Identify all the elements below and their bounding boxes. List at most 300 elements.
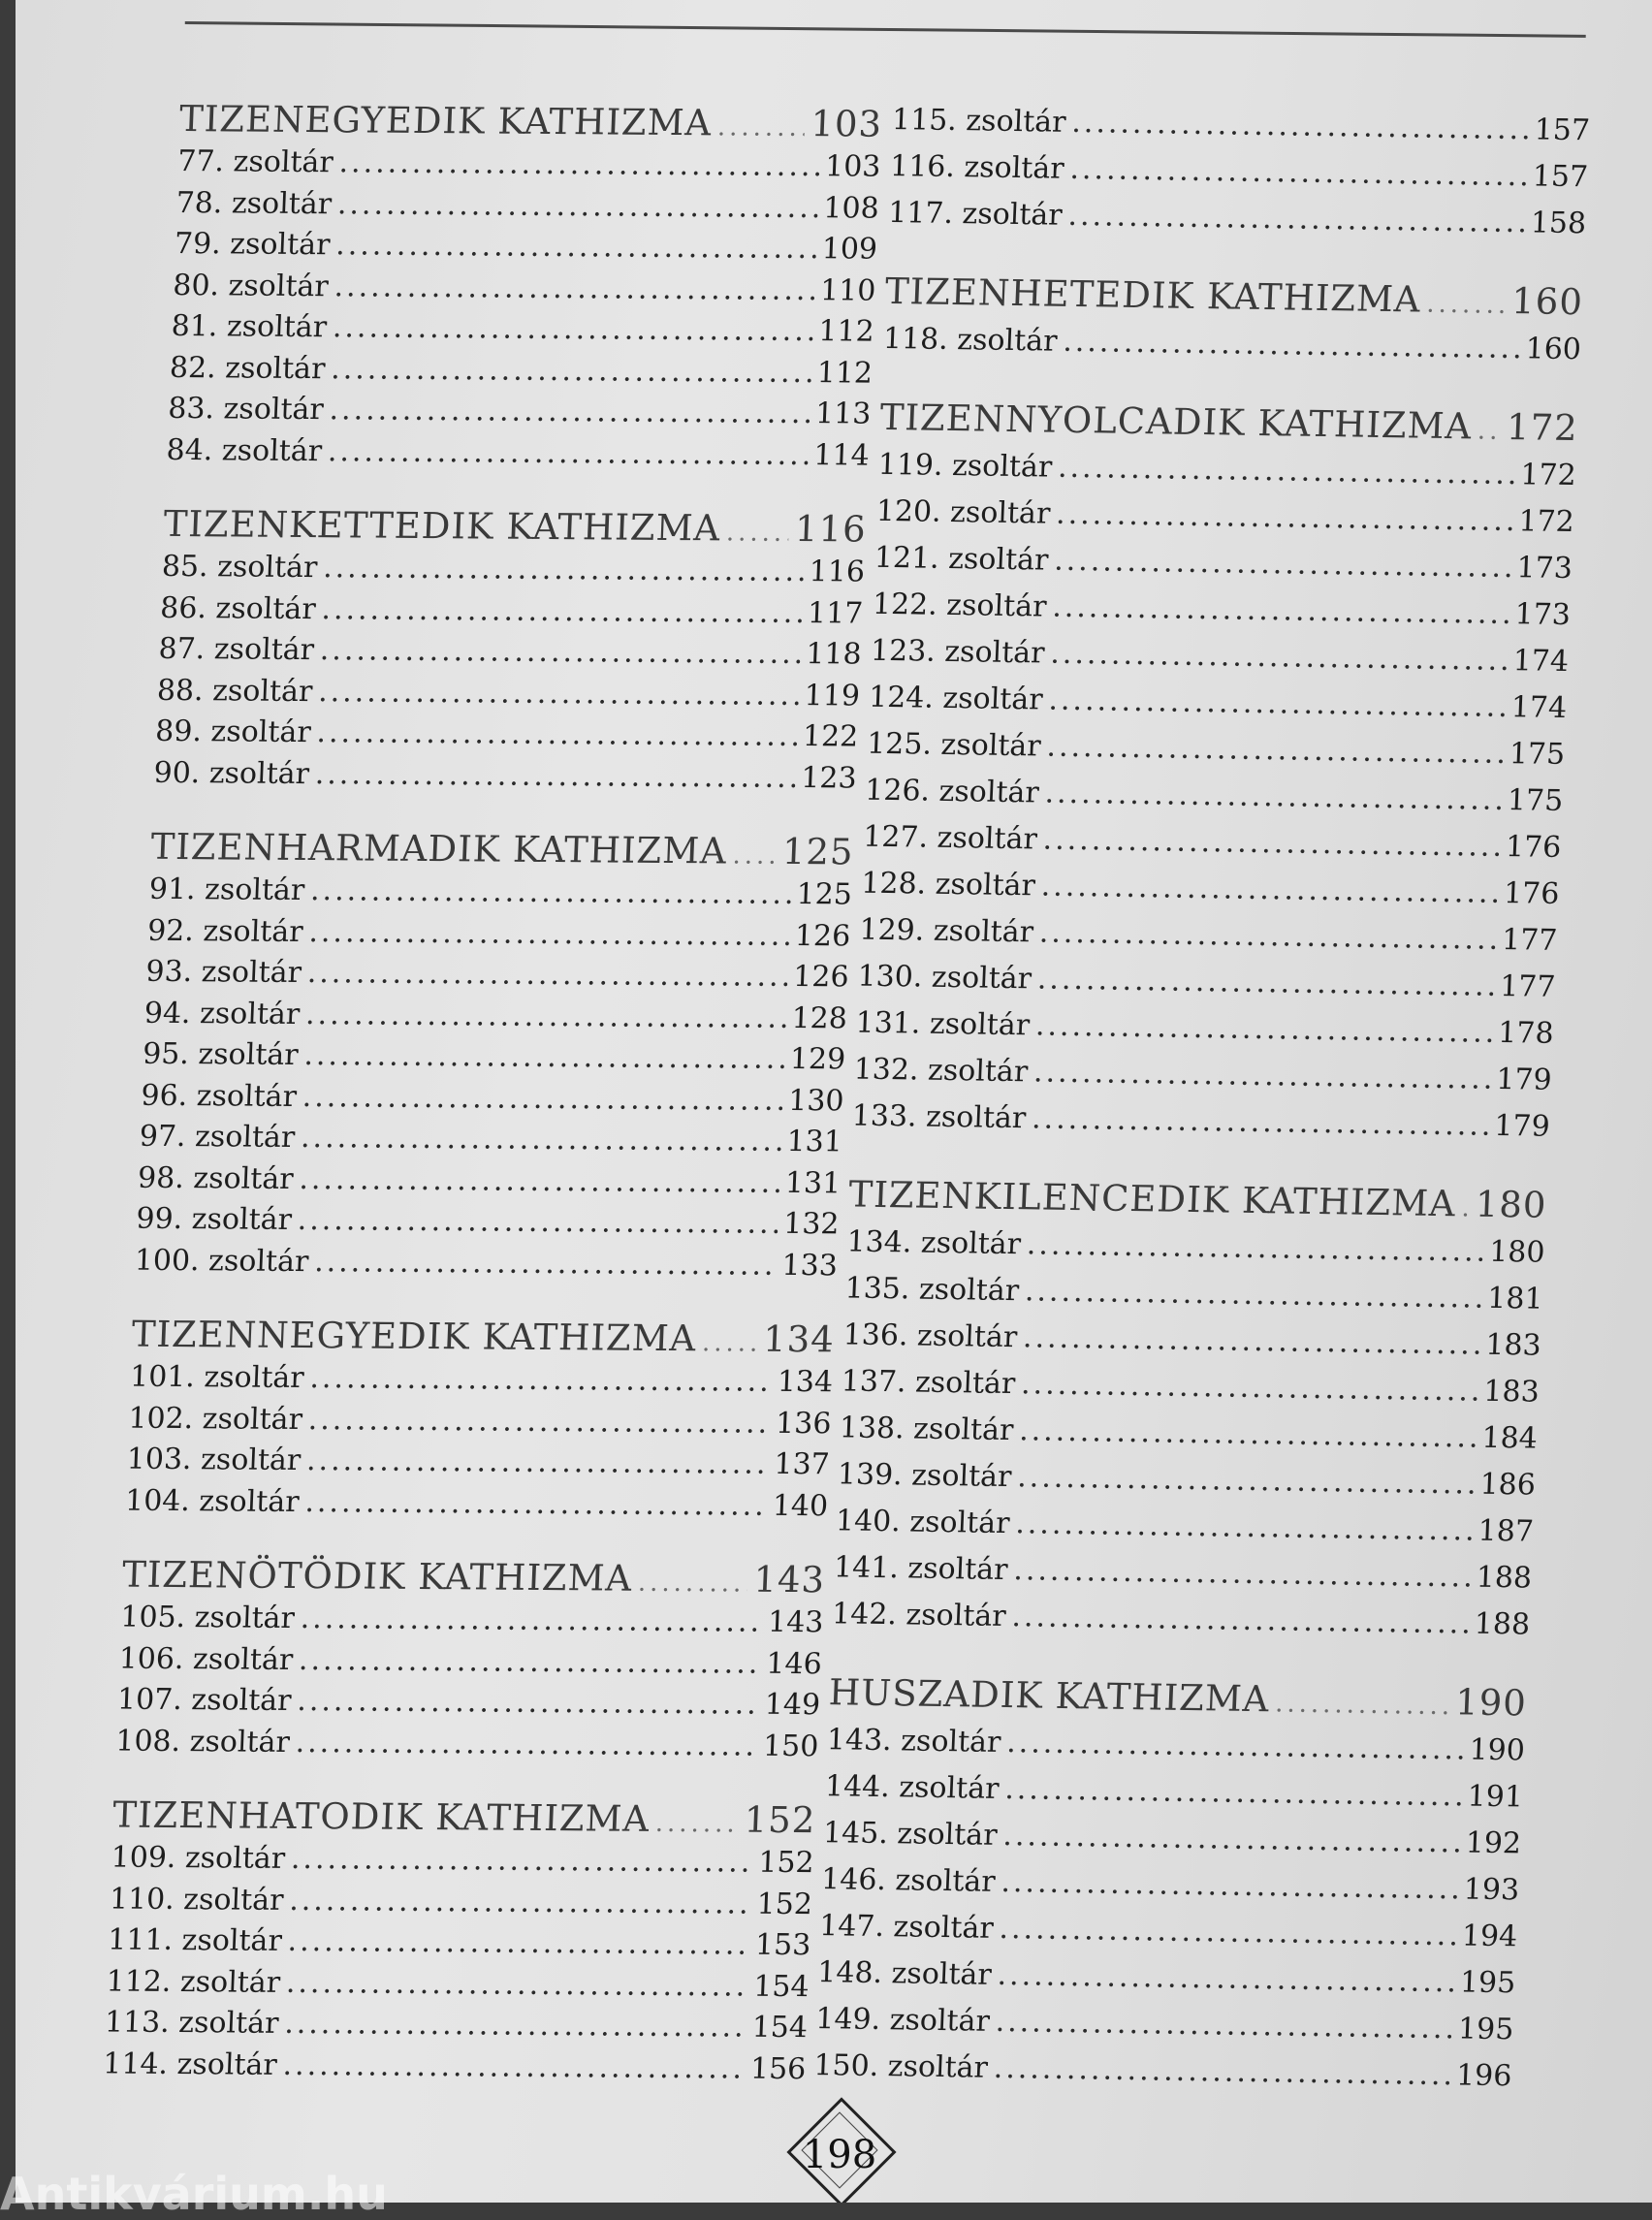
entry-label: 78. zsoltár xyxy=(175,185,333,221)
dot-leader xyxy=(1005,1720,1464,1773)
toc-entry xyxy=(118,1638,823,1685)
dot-leader xyxy=(654,1801,739,1847)
section-heading xyxy=(121,1553,826,1603)
toc-entry xyxy=(136,1199,841,1246)
toc-entry xyxy=(146,910,851,957)
dot-leader xyxy=(725,510,790,555)
entry-label: 86. zsoltár xyxy=(159,590,317,626)
dot-leader xyxy=(1020,1361,1478,1414)
entry-page: 112 xyxy=(816,355,874,391)
entry-page: 128 xyxy=(790,1000,848,1035)
dot-leader xyxy=(1062,319,1520,372)
entry-page: 152 xyxy=(756,1887,813,1921)
entry-label: 90. zsoltár xyxy=(152,755,310,791)
entry-label: 115. zsoltár xyxy=(891,102,1067,140)
entry-page: 184 xyxy=(1480,1420,1539,1456)
dot-leader xyxy=(1274,1679,1450,1730)
toc-entry xyxy=(887,190,1587,247)
entry-label: 124. zsoltár xyxy=(868,680,1044,717)
entry-page: 174 xyxy=(1510,690,1568,725)
entry-label: 94. zsoltár xyxy=(143,996,301,1031)
toc-entry xyxy=(882,316,1582,373)
dot-leader xyxy=(1018,1408,1477,1461)
entry-label: 141. zsoltár xyxy=(833,1550,1009,1588)
toc-entry xyxy=(104,2002,809,2048)
entry-page: 123 xyxy=(800,760,858,795)
entry-label: 147. zsoltár xyxy=(818,1909,995,1946)
entry-page: 109 xyxy=(821,232,878,267)
toc-entry xyxy=(107,1919,811,1966)
toc-entry xyxy=(137,1158,842,1204)
toc-section xyxy=(831,1170,1547,1648)
entry-label: 143. zsoltár xyxy=(826,1723,1002,1760)
toc-entry xyxy=(143,993,848,1039)
dot-leader xyxy=(284,2004,747,2048)
toc-entry xyxy=(115,1721,820,1767)
toc-entry xyxy=(109,1879,813,1925)
entry-label: 119. zsoltár xyxy=(877,447,1053,485)
toc-section xyxy=(882,268,1584,373)
entry-label: 103. zsoltár xyxy=(126,1442,302,1478)
dot-leader xyxy=(1069,146,1528,200)
section-title: HUSZADIK KATHIZMA xyxy=(828,1671,1271,1721)
entry-label: 128. zsoltár xyxy=(860,866,1036,904)
dot-leader xyxy=(334,267,815,311)
section-title: TIZENHATODIK KATHIZMA xyxy=(111,1793,651,1840)
dot-leader xyxy=(338,143,820,187)
entry-label: 146. zsoltár xyxy=(820,1862,997,1899)
entry-label: 126. zsoltár xyxy=(864,773,1040,810)
dot-leader xyxy=(1001,1859,1459,1913)
entry-label: 81. zsoltár xyxy=(171,308,328,345)
entry-page: 114 xyxy=(812,437,871,473)
entry-page: 126 xyxy=(794,918,851,953)
section-page: 180 xyxy=(1474,1183,1548,1226)
dot-leader xyxy=(1071,100,1530,153)
dot-leader xyxy=(1046,724,1505,777)
entry-page: 173 xyxy=(1513,597,1572,633)
dot-leader xyxy=(1002,1813,1461,1866)
entry-page: 112 xyxy=(817,314,875,349)
entry-label: 96. zsoltár xyxy=(140,1078,298,1114)
entry-label: 120. zsoltár xyxy=(875,493,1052,531)
toc-entry xyxy=(153,752,858,799)
book-page xyxy=(16,0,1652,2203)
dot-leader xyxy=(302,1077,783,1122)
toc-entry xyxy=(174,224,878,270)
entry-label: 125. zsoltár xyxy=(866,726,1042,764)
entry-label: 104. zsoltár xyxy=(124,1483,301,1519)
toc-entry xyxy=(154,712,859,758)
section-heading xyxy=(178,97,883,147)
entry-page: 179 xyxy=(1493,1108,1551,1144)
dot-leader xyxy=(993,2046,1451,2099)
dot-leader xyxy=(300,1599,763,1643)
section-page: 125 xyxy=(781,830,855,873)
entry-label: 93. zsoltár xyxy=(144,954,302,991)
dot-leader xyxy=(701,1320,758,1365)
entry-page: 175 xyxy=(1507,783,1564,818)
dot-leader xyxy=(309,871,791,915)
entry-label: 144. zsoltár xyxy=(824,1769,1001,1806)
dot-leader xyxy=(316,713,798,757)
toc-entry xyxy=(106,1961,810,2008)
section-title: TIZENEGYEDIK KATHIZMA xyxy=(178,97,714,144)
toc-entry xyxy=(161,547,866,593)
dot-leader xyxy=(1022,1315,1480,1368)
entry-label: 102. zsoltár xyxy=(127,1401,303,1437)
section-title: TIZENHARMADIK KATHIZMA xyxy=(149,825,728,872)
dot-leader xyxy=(1038,909,1497,963)
dot-leader xyxy=(305,1441,769,1485)
entry-label: 82. zsoltár xyxy=(169,350,327,386)
entry-page: 191 xyxy=(1466,1779,1524,1815)
section-page: 134 xyxy=(762,1317,836,1361)
dot-leader xyxy=(716,105,806,150)
dot-leader xyxy=(999,1906,1457,1959)
entry-label: 142. zsoltár xyxy=(831,1597,1007,1634)
entry-page: 146 xyxy=(765,1646,823,1681)
entry-label: 85. zsoltár xyxy=(161,549,319,586)
entry-page: 173 xyxy=(1515,551,1573,587)
dot-leader xyxy=(335,225,817,270)
dot-leader xyxy=(285,1962,748,2007)
entry-page: 118 xyxy=(805,637,863,672)
toc-entry xyxy=(141,1075,845,1122)
toc-entry xyxy=(139,1117,843,1163)
entry-page: 154 xyxy=(750,2010,809,2046)
entry-label: 88. zsoltár xyxy=(156,673,314,709)
entry-label: 139. zsoltár xyxy=(837,1457,1013,1495)
entry-page: 131 xyxy=(785,1124,843,1159)
entry-page: 119 xyxy=(803,678,861,714)
entry-label: 140. zsoltár xyxy=(835,1504,1011,1541)
dot-leader xyxy=(1024,1268,1482,1321)
entry-label: 145. zsoltár xyxy=(822,1816,999,1853)
entry-label: 150. zsoltár xyxy=(812,2047,989,2085)
entry-page: 137 xyxy=(773,1446,831,1482)
entry-page: 157 xyxy=(1532,159,1589,195)
section-title: TIZENKETTEDIK KATHIZMA xyxy=(162,502,722,550)
dot-leader xyxy=(300,1118,781,1162)
entry-label: 83. zsoltár xyxy=(167,391,325,428)
dot-leader xyxy=(282,2045,746,2089)
dot-leader xyxy=(309,1358,773,1403)
entry-page: 196 xyxy=(1455,2058,1513,2094)
entry-page: 132 xyxy=(782,1206,841,1242)
dot-leader xyxy=(1048,678,1507,731)
toc-entry xyxy=(142,1034,846,1081)
entry-label: 114. zsoltár xyxy=(102,2046,278,2082)
dot-leader xyxy=(1057,445,1515,498)
toc-section xyxy=(153,502,868,800)
dot-leader xyxy=(297,1200,778,1245)
entry-label: 129. zsoltár xyxy=(858,912,1034,950)
toc-section xyxy=(134,825,854,1287)
entry-page: 177 xyxy=(1499,968,1557,1004)
entry-page: 152 xyxy=(757,1845,815,1881)
entry-label: 106. zsoltár xyxy=(118,1641,294,1677)
entry-label: 100. zsoltár xyxy=(134,1243,310,1279)
dot-leader xyxy=(1034,1002,1493,1056)
section-title: TIZENKILENCEDIK KATHIZMA xyxy=(847,1173,1457,1225)
entry-page: 195 xyxy=(1459,1965,1516,2001)
toc-section xyxy=(812,1668,1527,2100)
dot-leader xyxy=(327,431,809,476)
dot-leader xyxy=(317,672,799,716)
section-heading xyxy=(150,825,855,875)
toc-entry xyxy=(126,1440,831,1486)
entry-label: 92. zsoltár xyxy=(146,913,304,949)
toc-entry xyxy=(171,306,875,353)
dot-leader xyxy=(289,1880,752,1924)
dot-leader xyxy=(329,390,810,434)
entry-label: 107. zsoltár xyxy=(116,1682,293,1718)
entry-page: 176 xyxy=(1505,830,1562,865)
section-title: TIZENNEGYEDIK KATHIZMA xyxy=(131,1313,698,1360)
dot-leader xyxy=(1031,1095,1489,1149)
section-title: TIZENNYOLCADIK KATHIZMA xyxy=(878,396,1474,448)
entry-label: 110. zsoltár xyxy=(109,1881,285,1918)
entry-page: 181 xyxy=(1486,1281,1544,1316)
entry-page: 157 xyxy=(1534,112,1591,148)
entry-page: 110 xyxy=(819,272,877,308)
entry-label: 99. zsoltár xyxy=(135,1201,293,1237)
entry-label: 138. zsoltár xyxy=(839,1411,1015,1448)
dot-leader xyxy=(1003,1766,1462,1820)
entry-page: 172 xyxy=(1519,458,1577,493)
toc-left-column xyxy=(101,97,883,2121)
section-page: 160 xyxy=(1510,280,1584,324)
toc-entry xyxy=(148,870,853,916)
entry-page: 183 xyxy=(1484,1327,1542,1363)
toc-entry xyxy=(159,587,864,634)
entry-label: 132. zsoltár xyxy=(853,1052,1029,1090)
entry-page: 176 xyxy=(1503,876,1561,911)
dot-leader xyxy=(295,1722,758,1766)
toc-entry xyxy=(129,1357,834,1404)
entry-label: 118. zsoltár xyxy=(882,321,1059,359)
dot-leader xyxy=(1044,771,1503,824)
toc-right-column xyxy=(808,97,1591,2131)
entry-page: 116 xyxy=(808,555,866,589)
dot-leader xyxy=(303,1035,785,1080)
entry-page: 192 xyxy=(1465,1825,1522,1861)
dot-leader xyxy=(1011,1594,1470,1647)
dot-leader xyxy=(297,1681,760,1726)
entry-page: 156 xyxy=(749,2051,807,2086)
entry-page: 117 xyxy=(807,595,864,631)
toc-entry xyxy=(124,1480,829,1527)
toc-entry xyxy=(812,2043,1512,2100)
section-title: TIZENHETEDIK KATHIZMA xyxy=(884,270,1422,321)
entry-label: 133. zsoltár xyxy=(851,1098,1027,1136)
entry-page: 134 xyxy=(777,1364,834,1400)
entry-page: 186 xyxy=(1478,1467,1537,1503)
entry-label: 97. zsoltár xyxy=(139,1119,296,1155)
dot-leader xyxy=(332,307,813,352)
entry-page: 194 xyxy=(1461,1919,1518,1954)
entry-page: 140 xyxy=(772,1488,829,1523)
entry-label: 137. zsoltár xyxy=(841,1364,1016,1402)
dot-leader xyxy=(1067,193,1526,246)
dot-leader xyxy=(307,1400,771,1444)
toc-entry xyxy=(134,1240,839,1286)
toc-entry xyxy=(177,142,882,188)
entry-label: 148. zsoltár xyxy=(816,1955,993,1992)
dot-leader xyxy=(304,1482,768,1527)
toc-entry xyxy=(158,629,863,676)
toc-entry xyxy=(116,1680,821,1727)
entry-label: 111. zsoltár xyxy=(107,1922,283,1958)
toc-entry xyxy=(166,429,871,476)
dot-leader xyxy=(321,589,803,634)
dot-leader xyxy=(1051,585,1509,638)
entry-page: 188 xyxy=(1474,1606,1531,1642)
entry-label: 108. zsoltár xyxy=(114,1724,291,1760)
dot-leader xyxy=(1477,407,1502,456)
entry-label: 113. zsoltár xyxy=(104,2005,280,2041)
entry-label: 131. zsoltár xyxy=(854,1005,1031,1043)
page-number: 198 xyxy=(802,2133,877,2177)
page-number-ornament xyxy=(781,2106,898,2203)
toc-entry xyxy=(156,670,861,716)
entry-label: 123. zsoltár xyxy=(870,633,1046,671)
dot-leader xyxy=(997,1952,1455,2006)
section-title: TIZENÖTÖDIK KATHIZMA xyxy=(121,1553,634,1600)
entry-page: 188 xyxy=(1476,1560,1533,1596)
toc-entry xyxy=(831,1591,1531,1648)
entry-page: 122 xyxy=(802,719,859,754)
toc-section xyxy=(115,1553,826,1768)
entry-label: 116. zsoltár xyxy=(889,148,1065,186)
entry-page: 195 xyxy=(1457,2012,1514,2047)
entry-label: 130. zsoltár xyxy=(856,959,1032,997)
entry-page: 125 xyxy=(795,877,853,912)
entry-page: 179 xyxy=(1495,1062,1553,1097)
section-page: 116 xyxy=(794,507,868,551)
toc-entry xyxy=(168,389,873,435)
entry-page: 136 xyxy=(775,1406,833,1441)
entry-label: 98. zsoltár xyxy=(137,1160,295,1196)
dot-leader xyxy=(331,349,812,394)
entry-page: 108 xyxy=(822,190,880,226)
entry-label: 105. zsoltár xyxy=(119,1600,296,1635)
entry-label: 122. zsoltár xyxy=(872,587,1048,624)
section-page: 143 xyxy=(752,1558,826,1602)
toc-section xyxy=(124,1313,835,1528)
entry-label: 101. zsoltár xyxy=(129,1359,305,1396)
dot-leader xyxy=(299,1159,780,1204)
entry-page: 154 xyxy=(752,1969,810,2004)
toc-entry xyxy=(111,1838,815,1885)
toc-entry xyxy=(102,2044,807,2090)
entry-label: 112. zsoltár xyxy=(105,1963,281,2000)
entry-page: 193 xyxy=(1463,1872,1520,1908)
entry-label: 77. zsoltár xyxy=(176,143,334,180)
dot-leader xyxy=(732,834,778,878)
entry-page: 153 xyxy=(754,1927,811,1963)
entry-page: 190 xyxy=(1468,1732,1526,1768)
toc-section xyxy=(887,97,1591,247)
dot-leader xyxy=(1050,631,1509,684)
dot-leader xyxy=(314,754,796,799)
entry-page: 187 xyxy=(1477,1513,1535,1549)
dot-leader xyxy=(1055,492,1513,545)
entry-page: 149 xyxy=(764,1687,821,1723)
dot-leader xyxy=(313,1242,777,1286)
entry-label: 135. zsoltár xyxy=(843,1271,1020,1309)
entry-label: 117. zsoltár xyxy=(887,195,1064,233)
entry-label: 89. zsoltár xyxy=(154,714,312,750)
toc-section xyxy=(102,1793,816,2091)
dot-leader xyxy=(322,548,804,592)
dot-leader xyxy=(1461,1184,1471,1232)
dot-leader xyxy=(304,995,786,1039)
entry-label: 80. zsoltár xyxy=(172,268,330,303)
dot-leader xyxy=(319,630,801,675)
dot-leader xyxy=(290,1839,753,1884)
dot-leader xyxy=(287,1921,750,1966)
dot-leader xyxy=(995,1999,1453,2052)
entry-page: 160 xyxy=(1524,332,1582,367)
dot-leader xyxy=(637,1561,748,1606)
entry-page: 131 xyxy=(784,1165,842,1200)
dot-leader xyxy=(308,912,790,957)
entry-page: 130 xyxy=(787,1083,845,1118)
dot-leader xyxy=(1013,1547,1472,1601)
section-page: 152 xyxy=(743,1798,817,1842)
entry-label: 109. zsoltár xyxy=(110,1840,286,1876)
dot-leader xyxy=(1032,1049,1491,1102)
toc-entry xyxy=(173,265,877,311)
section-heading xyxy=(163,502,868,553)
toc-entry xyxy=(128,1398,833,1444)
toc-entry xyxy=(175,182,880,229)
dot-leader xyxy=(1053,538,1511,591)
toc-section xyxy=(166,97,883,477)
dot-leader xyxy=(306,953,788,998)
entry-page: 183 xyxy=(1482,1374,1541,1410)
dot-leader xyxy=(1016,1454,1475,1507)
toc-entry xyxy=(851,1093,1551,1150)
entry-page: 103 xyxy=(824,149,882,184)
watermark: Antikvárium.hu xyxy=(0,2168,388,2220)
section-page: 103 xyxy=(810,103,883,145)
entry-label: 95. zsoltár xyxy=(142,1036,300,1072)
toc-section xyxy=(851,394,1579,1151)
entry-page: 180 xyxy=(1488,1234,1546,1270)
dot-leader xyxy=(1036,956,1495,1009)
entry-label: 134. zsoltár xyxy=(845,1224,1022,1262)
entry-label: 136. zsoltár xyxy=(842,1317,1018,1355)
header-rule xyxy=(185,0,1586,38)
dot-leader xyxy=(1042,817,1501,871)
entry-page: 172 xyxy=(1517,504,1575,540)
entry-label: 127. zsoltár xyxy=(862,819,1038,857)
entry-label: 87. zsoltár xyxy=(157,631,315,668)
toc-entry xyxy=(145,952,850,999)
entry-page: 175 xyxy=(1509,737,1566,772)
entry-label: 91. zsoltár xyxy=(148,872,305,908)
entry-label: 121. zsoltár xyxy=(874,540,1050,578)
entry-page: 177 xyxy=(1501,922,1559,958)
entry-page: 133 xyxy=(780,1248,839,1283)
entry-page: 113 xyxy=(814,396,873,431)
section-heading xyxy=(131,1313,836,1363)
dot-leader xyxy=(1014,1501,1473,1554)
toc-entry xyxy=(120,1598,825,1644)
